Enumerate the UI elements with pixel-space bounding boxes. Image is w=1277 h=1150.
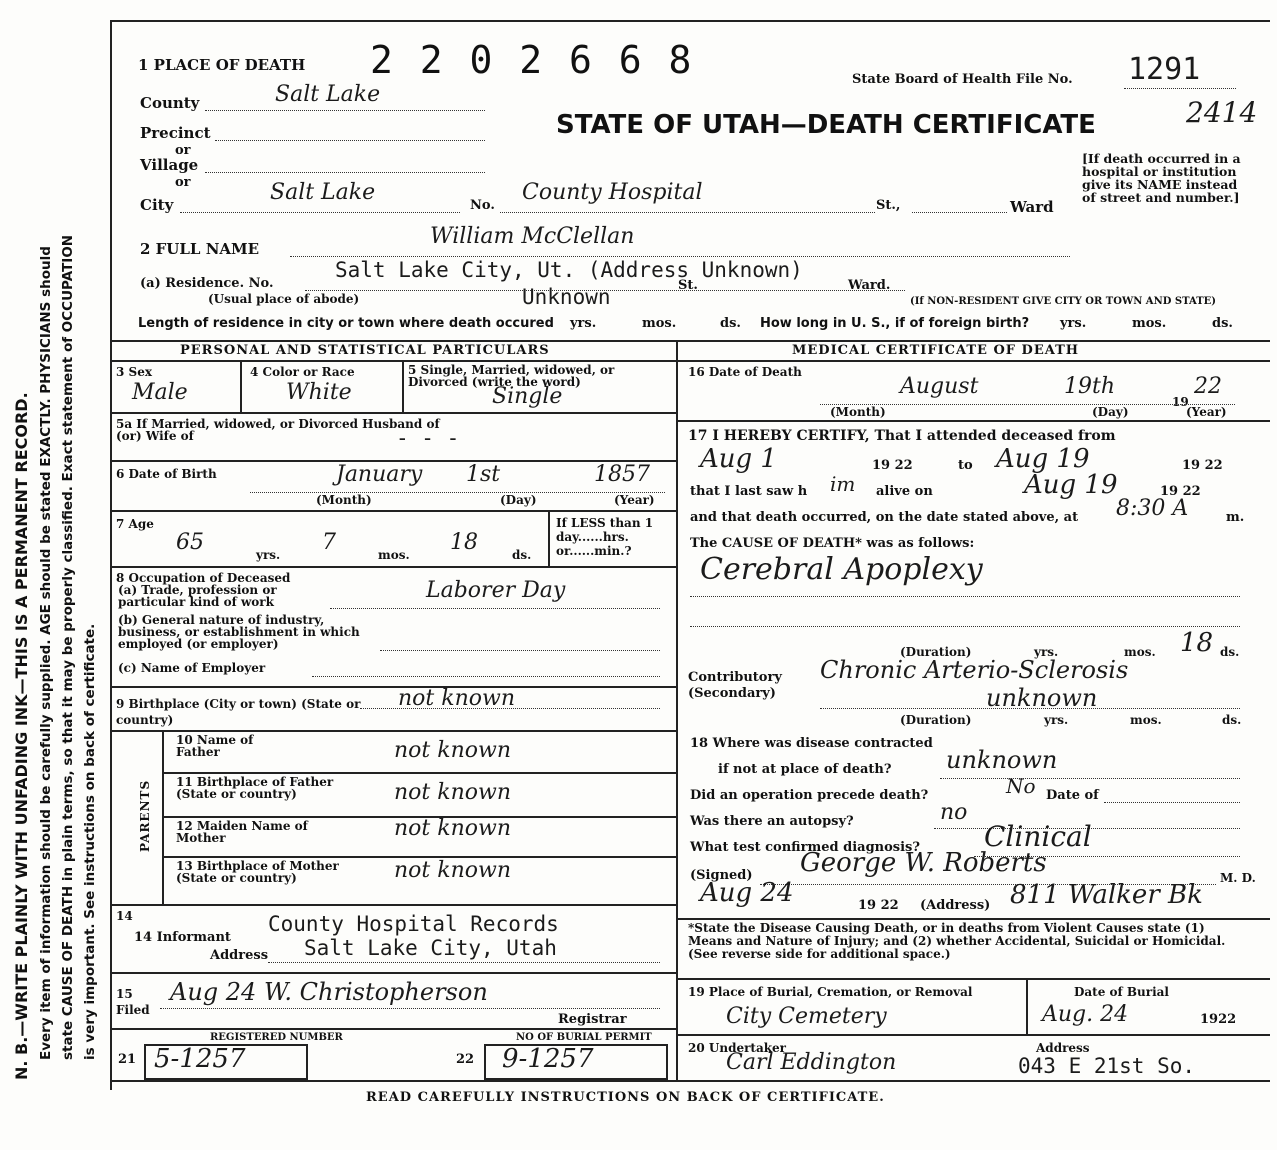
us-yrs-label: yrs.	[1060, 316, 1087, 331]
length-ds-label: ds.	[720, 316, 741, 331]
cause-duration-days: 18	[1180, 628, 1214, 658]
residence-label: (a) Residence. No.	[140, 276, 274, 291]
reg-no-prefix: 21	[118, 1052, 137, 1067]
attended-to-year: 19 22	[1182, 458, 1223, 473]
date-of-label: Date of	[1046, 788, 1099, 803]
contributory-ds-label: ds.	[1222, 713, 1242, 727]
registered-number: 5-1257	[154, 1044, 246, 1074]
cause-ds-label: ds.	[1220, 645, 1240, 659]
test-value: Clinical	[984, 820, 1092, 853]
footer-note: READ CAREFULLY INSTRUCTIONS ON BACK OF CERTIFICATE.	[366, 1090, 885, 1105]
age-label: 7 Age	[116, 517, 154, 531]
operation-label: Did an operation precede death?	[690, 788, 929, 803]
disease-contracted-label: 18 Where was disease contracted	[690, 736, 933, 751]
undertaker-address-value: 043 E 21st So.	[1018, 1054, 1196, 1078]
length-of-residence-label: Length of residence in city or town where death occured	[138, 316, 554, 331]
occupation-b-label: (b) General nature of industry, business, or establishment in which employed (or employer)	[118, 613, 360, 651]
street-no-value: County Hospital	[522, 180, 703, 205]
time-suffix: m.	[1226, 510, 1245, 525]
physician-signature: George W. Roberts	[800, 848, 1047, 878]
cause-of-death: Cerebral Apoplexy	[700, 552, 983, 587]
place-of-death-label: 1 PLACE OF DEATH	[138, 56, 306, 74]
disease-contracted-value: unknown	[946, 746, 1058, 774]
father-birthplace-value: not known	[394, 780, 511, 805]
death-year-label: (Year)	[1186, 405, 1227, 419]
birthplace-label: 9 Birthplace (City or town) (State or country)	[116, 697, 361, 727]
residence-value: Salt Lake City, Ut. (Address Unknown)	[335, 258, 803, 282]
informant-address-label: Address	[210, 948, 269, 963]
marital-value: Single	[492, 384, 563, 409]
last-saw-him: im	[830, 472, 856, 496]
full-name-value: William McClellan	[430, 224, 635, 249]
death-day-label: (Day)	[1092, 405, 1129, 419]
death-day: 19th	[1064, 374, 1116, 399]
us-mos-label: mos.	[1132, 316, 1167, 331]
sex-label: 3 Sex	[116, 365, 152, 379]
dob-month-label: (Month)	[316, 493, 372, 507]
registrar-label: Registrar	[558, 1012, 627, 1027]
cause-footnote: *State the Disease Causing Death, or in deaths from Violent Causes state (1) Means and Nature of Injury; and (2) whether Accidental, Suicidal or Homicidal. (See reverse side for additional space.)	[688, 921, 1226, 961]
ward-label: Ward	[1010, 198, 1054, 216]
how-long-us-label: How long in U. S., if of foreign birth?	[760, 316, 1030, 331]
mother-name-label: 12 Maiden Name of Mother	[176, 819, 308, 845]
burial-permit-number: 9-1257	[502, 1044, 594, 1074]
age-mos-label: mos.	[378, 548, 410, 562]
or-label-2: or	[175, 175, 191, 190]
age-months: 7	[322, 530, 336, 555]
contributory-duration-value: unknown	[986, 684, 1098, 712]
father-birthplace-label: 11 Birthplace of Father (State or country)	[176, 775, 334, 801]
autopsy-label: Was there an autopsy?	[690, 814, 854, 829]
death-month-label: (Month)	[830, 405, 886, 419]
length-yrs-label: yrs.	[570, 316, 597, 331]
burial-date-value: Aug. 24	[1042, 1002, 1129, 1027]
precinct-label: Precinct	[140, 124, 211, 142]
dob-day: 1st	[466, 462, 501, 487]
street-no-label: No.	[470, 198, 495, 213]
corner-number: 2414	[1186, 96, 1258, 129]
dob-month: January	[336, 462, 423, 487]
file-no-label: State Board of Health File No.	[852, 72, 1073, 87]
us-ds-label: ds.	[1212, 316, 1233, 331]
side-note-3: state CAUSE OF DEATH in plain terms, so that it may be properly classified. Exact statement of OCCUPATION	[60, 234, 76, 1060]
residence-ward-label: Ward.	[848, 278, 891, 293]
stamp-number: 2 2 0 2 6 6 8	[370, 38, 694, 82]
medical-heading: MEDICAL CERTIFICATE OF DEATH	[792, 343, 1080, 358]
cause-label: The CAUSE OF DEATH* was as follows:	[690, 536, 975, 551]
time-of-death: 8:30 A	[1116, 496, 1189, 521]
marital-label: 5 Single, Married, widowed, or Divorced (write the word)	[408, 363, 615, 389]
city-label: City	[140, 196, 174, 214]
side-note-1: N. B.—WRITE PLAINLY WITH UNFADING INK—THIS IS A PERMANENT RECORD.	[12, 392, 31, 1080]
signed-date: Aug 24	[700, 878, 794, 908]
operation-value: No	[1006, 774, 1036, 798]
burial-place-label: 19 Place of Burial, Cremation, or Removal	[688, 985, 973, 999]
father-name-value: not known	[394, 738, 511, 763]
to-label: to	[958, 458, 973, 473]
signed-label: (Signed)	[690, 868, 753, 883]
alive-on-text: alive on	[876, 484, 933, 499]
autopsy-value: no	[940, 800, 968, 825]
contributory-yrs-label: yrs.	[1044, 713, 1069, 727]
sex-value: Male	[132, 380, 188, 405]
nonresident-note: (If NON-RESIDENT GIVE CITY OR TOWN AND STATE)	[910, 296, 1216, 307]
occupation-a-label: (a) Trade, profession or particular kind of work	[118, 583, 277, 609]
county-value: Salt Lake	[275, 82, 381, 107]
full-name-label: 2 FULL NAME	[140, 240, 260, 258]
death-month: August	[900, 374, 979, 399]
signed-address-label: (Address)	[920, 898, 991, 913]
last-saw-date: Aug 19	[1024, 470, 1118, 500]
dob-year-label: (Year)	[614, 493, 655, 507]
burial-permit-label: NO OF BURIAL PERMIT	[516, 1032, 652, 1043]
color-value: White	[286, 380, 352, 405]
dob-day-label: (Day)	[500, 493, 537, 507]
age-yrs-label: yrs.	[256, 548, 281, 562]
parents-label: PARENTS	[138, 779, 152, 852]
cause-duration-label: (Duration)	[900, 645, 972, 659]
occupation-label: 8 Occupation of Deceased	[116, 571, 291, 585]
county-label: County	[140, 94, 200, 112]
death-year: 22	[1194, 374, 1222, 399]
dob-year: 1857	[594, 462, 650, 487]
contributory-label: Contributory (Secondary)	[688, 670, 782, 701]
cause-mos-label: mos.	[1124, 645, 1156, 659]
undertaker-value: Carl Eddington	[726, 1050, 897, 1075]
attended-from-date: Aug 1	[700, 444, 777, 474]
usual-abode-label: (Usual place of abode)	[208, 292, 360, 306]
informant-value: County Hospital Records	[268, 912, 559, 936]
spouse-value: - - -	[396, 426, 460, 450]
spouse-label: 5a If Married, widowed, or Divorced Husband of (or) Wife of	[116, 417, 440, 443]
residence-value-2: Unknown	[522, 285, 611, 309]
not-at-place-label: if not at place of death?	[718, 762, 892, 777]
st-label: St.,	[876, 198, 901, 213]
filed-label: 15 Filed	[116, 987, 150, 1017]
contributory-mos-label: mos.	[1130, 713, 1162, 727]
hospital-note: [If death occurred in a hospital or institution give its NAME instead of street and number.]	[1082, 151, 1241, 205]
age-years: 65	[176, 530, 204, 555]
length-mos-label: mos.	[642, 316, 677, 331]
occurred-text: and that death occurred, on the date stated above, at	[690, 510, 1079, 525]
signed-address-value: 811 Walker Bk	[1010, 880, 1203, 910]
certificate-title: STATE OF UTAH—DEATH CERTIFICATE	[556, 110, 1096, 140]
burial-date-label: Date of Burial	[1074, 985, 1169, 999]
contributory-value: Chronic Arterio-Sclerosis	[820, 656, 1129, 684]
side-note-2: Every item of information should be carefully supplied. AGE should be stated EXACTLY. PHYSICIANS should	[38, 246, 54, 1060]
age-days: 18	[450, 530, 478, 555]
birthplace-value: not known	[398, 686, 515, 711]
filed-value: Aug 24 W. Christopherson	[170, 978, 488, 1006]
attended-from-year: 19 22	[872, 458, 913, 473]
informant-address-value: Salt Lake City, Utah	[304, 936, 557, 960]
undertaker-address-label: Address	[1036, 1041, 1090, 1055]
dob-label: 6 Date of Birth	[116, 467, 217, 481]
md-label: M. D.	[1220, 871, 1256, 885]
registered-number-label: REGISTERED NUMBER	[210, 1032, 343, 1043]
mother-birthplace-value: not known	[394, 858, 511, 883]
less-than-day-label: If LESS than 1 day......hrs. or......min.?	[556, 516, 654, 558]
death-year-prefix: 19	[1172, 395, 1189, 409]
undertaker-label: 20 Undertaker	[688, 1041, 787, 1055]
last-saw-year: 19 22	[1160, 484, 1201, 499]
burial-place-value: City Cemetery	[726, 1004, 887, 1029]
cause-yrs-label: yrs.	[1034, 645, 1059, 659]
personal-heading: PERSONAL AND STATISTICAL PARTICULARS	[180, 343, 550, 358]
attended-to-date: Aug 19	[996, 444, 1090, 474]
burial-permit-prefix: 22	[456, 1052, 475, 1067]
side-note-4: is very important. See instructions on back of certificate.	[82, 623, 98, 1060]
date-of-death-label: 16 Date of Death	[688, 365, 802, 379]
or-label-1: or	[175, 143, 191, 158]
occupation-value: Laborer Day	[426, 578, 566, 603]
color-label: 4 Color or Race	[250, 365, 355, 379]
occupation-c-label: (c) Name of Employer	[118, 661, 266, 675]
test-label: What test confirmed diagnosis?	[690, 840, 920, 855]
certify-text: 17 I HEREBY CERTIFY, That I attended deceased from	[688, 428, 1116, 444]
age-ds-label: ds.	[512, 548, 532, 562]
father-name-label: 10 Name of Father	[176, 733, 254, 759]
informant-label: 14 Informant	[134, 930, 231, 945]
contributory-duration-label: (Duration)	[900, 713, 972, 727]
residence-st-label: St.	[678, 278, 698, 293]
signed-year: 19 22	[858, 898, 899, 913]
mother-name-value: not known	[394, 816, 511, 841]
mother-birthplace-label: 13 Birthplace of Mother (State or country)	[176, 859, 339, 885]
informant-number: 14	[116, 909, 133, 923]
city-value: Salt Lake	[270, 180, 376, 205]
last-saw-text: that I last saw h	[690, 484, 808, 499]
file-no: 1291	[1128, 52, 1201, 87]
burial-year-value: 1922	[1200, 1012, 1237, 1027]
village-label: Village	[140, 156, 199, 174]
